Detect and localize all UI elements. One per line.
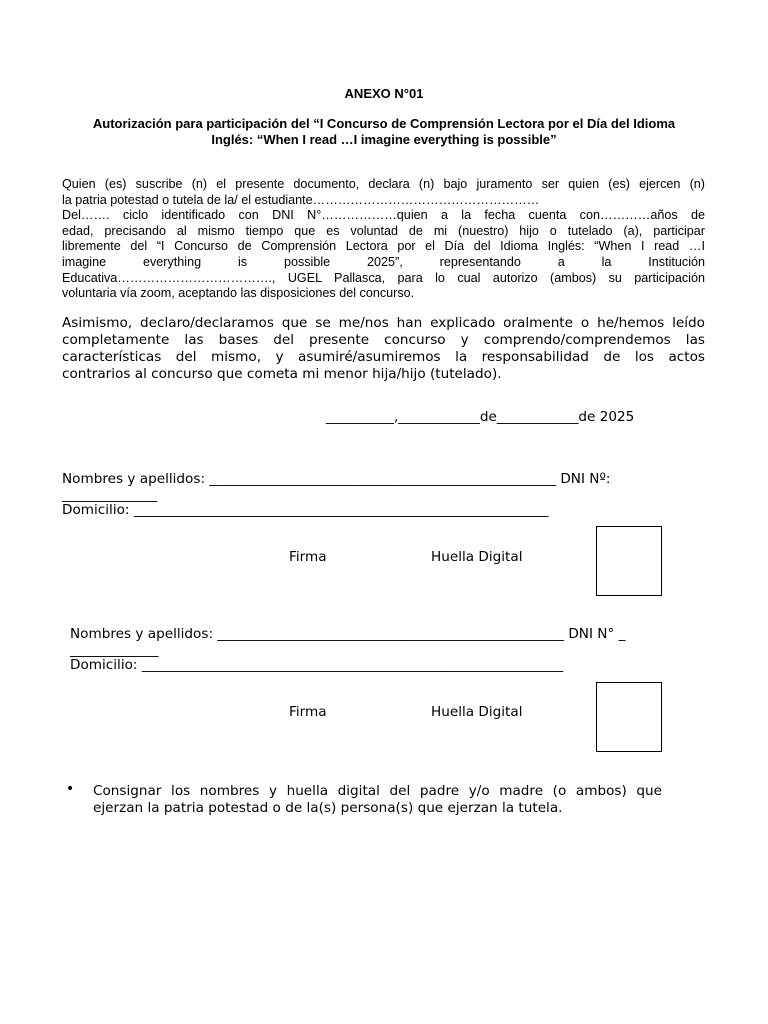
annex-title: ANEXO N°01	[344, 86, 424, 101]
signer1-names-field[interactable]: Nombres y apellidos: ___________________________________________________ DNI Nº:	[62, 471, 611, 487]
signer2-dni-field[interactable]: _____________	[70, 642, 159, 658]
note-line: Consignar los nombres y huella digital del padre y/o madre (o ambos) que	[93, 783, 662, 799]
acknowledgement-line: completamente las bases del presente concurso y comprendo/comprendemos las	[62, 332, 705, 348]
signer2-address-field[interactable]: Domicilio: ______________________________________________________________	[70, 657, 564, 673]
declaration-line: Quien (es) suscribe (n) el presente documento, declara (n) bajo juramento ser quien (es) ejercen (n)	[62, 177, 705, 191]
acknowledgement-line: contrarios al concurso que cometa mi menor hija/hijo (tutelado).	[62, 366, 502, 382]
declaration-paragraph	[62, 177, 705, 302]
subtitle-line-1: Autorización para participación del “I Concurso de Comprensión Lectora por el Día del Idioma	[92, 116, 676, 131]
declaration-line: edad, precisando al mismo tiempo que es voluntad de mi (nuestro) hijo o tutelado (a), participar	[62, 223, 705, 238]
date-line: __________,____________de____________de 2025	[326, 409, 635, 425]
declaration-line: libremente del “I Concurso de Comprensión Lectora por el Día del Idioma Inglés: “When I read …I	[62, 239, 705, 254]
note-line: ejerzan la patria potestad o de la(s) persona(s) que ejerzan la tutela.	[93, 800, 563, 816]
declaration-line: la patria potestad o tutela de la/ el estudiante………………………………………………	[62, 192, 540, 207]
document-subtitle	[60, 116, 708, 148]
declaration-line: imagine everything is possible 2025”, representando a la Institución	[62, 254, 705, 269]
acknowledgement-paragraph	[62, 315, 705, 383]
instruction-note	[93, 783, 662, 817]
signer1-firma-label: Firma	[289, 549, 327, 565]
signer1-address-field[interactable]: Domicilio: _____________________________________________________________	[62, 502, 549, 518]
declaration-line: Del……. ciclo identificado con DNI N°………………quien a la fecha cuenta con…………años de	[62, 208, 705, 223]
signer1-fingerprint-box[interactable]	[596, 526, 662, 596]
acknowledgement-line: características del mismo, y asumiré/asumiremos la responsabilidad de los actos	[62, 349, 705, 365]
declaration-line: voluntaria vía zoom, aceptando las disposiciones del concurso.	[62, 286, 415, 301]
signer2-firma-label: Firma	[289, 704, 327, 720]
signer2-huella-label: Huella Digital	[431, 704, 523, 720]
note-bullet-icon: •	[66, 781, 75, 797]
signer1-huella-label: Huella Digital	[431, 549, 523, 565]
signer2-fingerprint-box[interactable]	[596, 682, 662, 752]
signer1-dni-field[interactable]: ______________	[62, 487, 158, 503]
declaration-line: Educativa………………………………., UGEL Pallasca, para lo cual autorizo (ambos) su participación	[62, 270, 705, 285]
subtitle-line-2: Inglés: “When I read …I imagine everything is possible”	[211, 132, 557, 147]
signer2-names-field[interactable]: Nombres y apellidos: ___________________________________________________ DNI N° _	[70, 626, 626, 642]
acknowledgement-line: Asimismo, declaro/declaramos que se me/nos han explicado oralmente o he/hemos leído	[62, 315, 705, 331]
